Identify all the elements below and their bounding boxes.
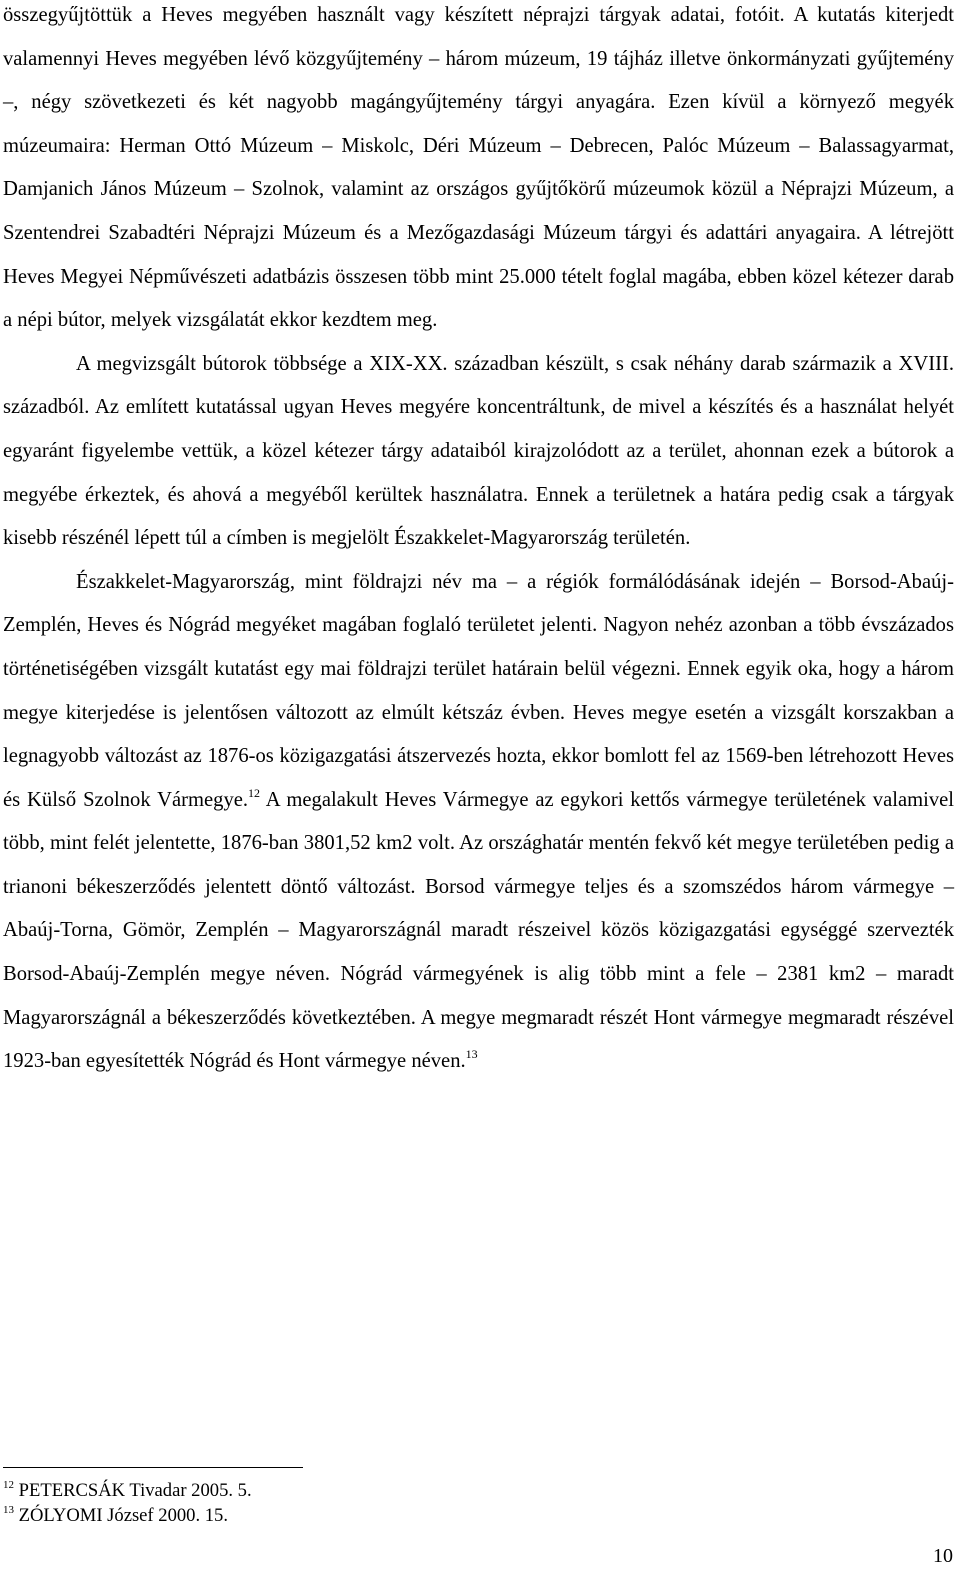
footnote-reference[interactable]: 13 [465, 1047, 478, 1062]
paragraph-text-part: Északkelet-Magyarország, mint földrajzi név ma – a régiók formálódásának idején – Borsod-Abaúj-Zemplén, Heves és Nógrád megyéket magában foglaló területet jelenti. Nagyon nehéz azonban a több évszázados történetiségében vizsgált kutatást egy mai földrajzi terület határain belül végezni. Ennek egyik oka, hogy a három megye kiterjedése is jelentősen változott az elmúlt kétszáz évben. Heves megye esetén a vizsgált korszakban a legnagyobb változást az 1876-os közigazgatási átszervezés hozta, ekkor bomlott fel az 1569-ben létrehozott Heves és Külső Szolnok Vármegye. [3, 570, 954, 811]
footnote-number: 13 [3, 1504, 14, 1516]
footnotes [3, 1478, 252, 1528]
footnote-text: ZÓLYOMI József 2000. 15. [14, 1505, 228, 1526]
footnote-reference[interactable]: 12 [248, 785, 261, 800]
paragraph-furniture-period: A megvizsgált bútorok többsége a XIX-XX. században készült, s csak néhány darab származik a XVIII. századból. Az említett kutatással ugyan Heves megyére koncentráltunk, de mivel a készítés és a használat helyét egyaránt figyelembe vettük, a közel kétezer tárgy adataiból kirajzolódott az a terület, ahonnan ezek a bútorok a megyébe érkeztek, és ahová a megyéből kerültek használatra. Ennek a területnek a határa pedig csak a tárgyak kisebb részénél lépett túl a címben is megjelölt Északkelet-Magyarország területén. [3, 352, 954, 550]
footnote [3, 1478, 252, 1503]
page-number: 10 [933, 1545, 953, 1567]
paragraph-text-part: A megalakult Heves Vármegye az egykori kettős vármegye területének valamivel több, mint felét jelentette, 1876-ban 3801,52 km2 volt. Az országhatár mentén fekvő két megye területében pedig a trianoni békeszerződés jelentett döntő változást. Borsod vármegye teljes és a szomszédos három vármegye – Abaúj-Torna, Gömör, Zemplén – Magyarországnál maradt részeivel közös közigazgatási egységgé szervezték Borsod-Abaúj-Zemplén megye néven. Nógrád vármegyének is alig több mint a fele – 2381 km2 – maradt Magyarországnál a békeszerződés következtében. A megye megmaradt részét Hont vármegye megmaradt részével 1923-ban egyesítették Nógrád és Hont vármegye néven. [3, 788, 954, 1073]
paragraph-research-scope: összegyűjtöttük a Heves megyében használt vagy készített néprajzi tárgyak adatai, fotóit. A kutatás kiterjedt valamennyi Heves megyében lévő közgyűjtemény – három múzeum, 19 tájház illetve önkormányzati gyűjtemény –, négy szövetkezeti és két nagyobb magángyűjtemény tárgyi anyagára. Ezen kívül a környező megyék múzeumaira: Herman Ottó Múzeum – Miskolc, Déri Múzeum – Debrecen, Palóc Múzeum – Balassagyarmat, Damjanich János Múzeum – Szolnok, valamint az országos gyűjtőkörű múzeumok közül a Néprajzi Múzeum, a Szentendrei Szabadtéri Néprajzi Múzeum és a Mezőgazdasági Múzeum tárgyi és adattári anyagaira. A létrejött Heves Megyei Népművészeti adatbázis összesen több mint 25.000 tételt foglal magába, ebben közel kétezer darab a népi bútor, melyek vizsgálatát ekkor kezdtem meg. [3, 4, 954, 332]
footnote-separator [3, 1467, 303, 1468]
footnote-number: 12 [3, 1479, 14, 1491]
paragraph-region-history [3, 561, 954, 1084]
footnote [3, 1503, 252, 1528]
body-text [3, 0, 954, 1084]
footnote-text: PETERCSÁK Tivadar 2005. 5. [14, 1480, 252, 1501]
